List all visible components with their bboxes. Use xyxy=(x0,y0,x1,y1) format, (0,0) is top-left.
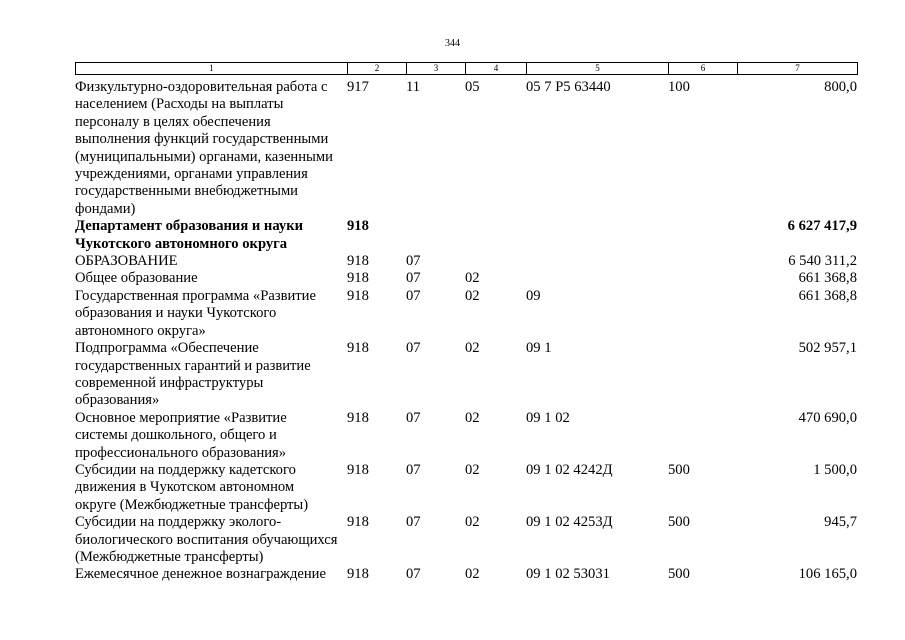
table-row xyxy=(75,566,857,583)
row-subsection: 02 xyxy=(465,514,480,531)
row-admin-code: 918 xyxy=(347,253,369,270)
table-row xyxy=(75,218,857,253)
header-col-3: 3 xyxy=(407,63,466,75)
table-row xyxy=(75,79,857,218)
row-name: ОБРАЗОВАНИЕ xyxy=(75,253,178,270)
row-name: Общее образование xyxy=(75,270,198,287)
row-name: Ежемесячное денежное вознаграждение xyxy=(75,566,326,583)
row-expense-type: 100 xyxy=(668,79,690,95)
row-subsection: 02 xyxy=(465,340,480,357)
row-subsection xyxy=(465,218,526,253)
row-expense-type xyxy=(668,270,737,287)
row-subsection: 02 xyxy=(465,566,480,583)
row-expense-type xyxy=(668,410,737,462)
row-amount: 6 540 311,2 xyxy=(788,253,857,270)
row-subsection: 02 xyxy=(465,270,480,287)
row-section: 07 xyxy=(406,566,421,583)
row-subsection: 02 xyxy=(465,287,480,304)
header-col-5: 5 xyxy=(527,63,669,75)
row-amount: 6 627 417,9 xyxy=(787,218,857,235)
row-section: 07 xyxy=(406,253,421,270)
row-admin-code: 918 xyxy=(347,218,369,235)
row-name: Государственная программа «Развитие образования и науки Чукотского автономного округа» xyxy=(75,287,316,339)
row-target-article: 09 1 02 4242Д xyxy=(526,461,613,478)
row-admin-code: 918 xyxy=(347,461,369,478)
row-amount: 470 690,0 xyxy=(798,409,857,426)
row-expense-type: 500 xyxy=(668,461,690,478)
row-target-article xyxy=(526,253,668,270)
row-expense-type xyxy=(668,218,737,253)
row-admin-code: 918 xyxy=(347,270,369,287)
row-section xyxy=(406,218,465,253)
row-subsection: 05 xyxy=(465,79,480,95)
page-number: 344 xyxy=(445,38,460,49)
row-name: Субсидии на поддержку кадетского движения в Чукотском автономном округе (Межбюджетные трансферты) xyxy=(75,461,309,513)
row-subsection: 02 xyxy=(465,461,480,478)
table-row xyxy=(75,270,857,287)
row-target-article: 09 1 xyxy=(526,340,552,357)
row-section: 07 xyxy=(406,409,421,426)
row-section: 07 xyxy=(406,270,421,287)
table-row xyxy=(75,288,857,340)
row-expense-type xyxy=(668,340,737,410)
row-amount: 800,0 xyxy=(824,79,857,95)
row-amount: 661 368,8 xyxy=(798,287,857,304)
row-subsection xyxy=(465,253,526,270)
table-header xyxy=(75,62,858,75)
row-admin-code: 918 xyxy=(347,287,369,304)
row-section: 07 xyxy=(406,287,421,304)
row-section: 07 xyxy=(406,461,421,478)
row-amount: 661 368,8 xyxy=(798,270,857,287)
row-expense-type xyxy=(668,253,737,270)
header-col-7: 7 xyxy=(738,63,858,75)
row-amount: 1 500,0 xyxy=(813,461,857,478)
row-name: Департамент образования и науки Чукотского автономного округа xyxy=(75,218,304,252)
row-section: 07 xyxy=(406,514,421,531)
header-col-4: 4 xyxy=(466,63,527,75)
header-col-1: 1 xyxy=(76,63,348,75)
row-admin-code: 917 xyxy=(347,79,369,95)
row-target-article: 09 1 02 xyxy=(526,409,570,426)
row-admin-code: 918 xyxy=(347,409,369,426)
row-target-article: 05 7 Р5 63440 xyxy=(526,79,611,95)
table-row xyxy=(75,410,857,462)
row-expense-type: 500 xyxy=(668,514,690,531)
row-target-article: 09 xyxy=(526,287,541,304)
row-amount: 502 957,1 xyxy=(798,340,857,357)
header-col-6: 6 xyxy=(669,63,738,75)
row-name: Основное мероприятие «Развитие системы дошкольного, общего и профессионального образования» xyxy=(75,409,287,461)
row-expense-type: 500 xyxy=(668,566,690,583)
table-row xyxy=(75,340,857,410)
budget-table xyxy=(75,79,857,584)
row-section: 11 xyxy=(406,79,421,95)
row-target-article xyxy=(526,270,668,287)
row-amount: 106 165,0 xyxy=(798,566,857,583)
row-target-article: 09 1 02 53031 xyxy=(526,566,610,583)
row-target-article xyxy=(526,218,668,253)
row-section: 07 xyxy=(406,340,421,357)
row-subsection: 02 xyxy=(465,409,480,426)
table-row xyxy=(75,253,857,270)
table-row xyxy=(75,514,857,566)
row-name: Подпрограмма «Обеспечение государственных гарантий и развитие современной инфраструктуры образования» xyxy=(75,340,311,409)
row-name: Физкультурно-оздоровительная работа с населением (Расходы на выплаты персоналу в целях обеспечения выполнения функций государственными (муниципальными) органами, казенными учреждениями, органами управления государственными внебюджетными фондами) xyxy=(75,79,333,217)
row-expense-type xyxy=(668,288,737,340)
header-col-2: 2 xyxy=(348,63,407,75)
row-admin-code: 918 xyxy=(347,566,369,583)
row-amount: 945,7 xyxy=(824,514,857,531)
row-admin-code: 918 xyxy=(347,514,369,531)
row-target-article: 09 1 02 4253Д xyxy=(526,514,613,531)
row-admin-code: 918 xyxy=(347,340,369,357)
row-name: Субсидии на поддержку эколого- биологического воспитания обучающихся (Межбюджетные трансферты) xyxy=(75,514,338,565)
table-row xyxy=(75,462,857,514)
